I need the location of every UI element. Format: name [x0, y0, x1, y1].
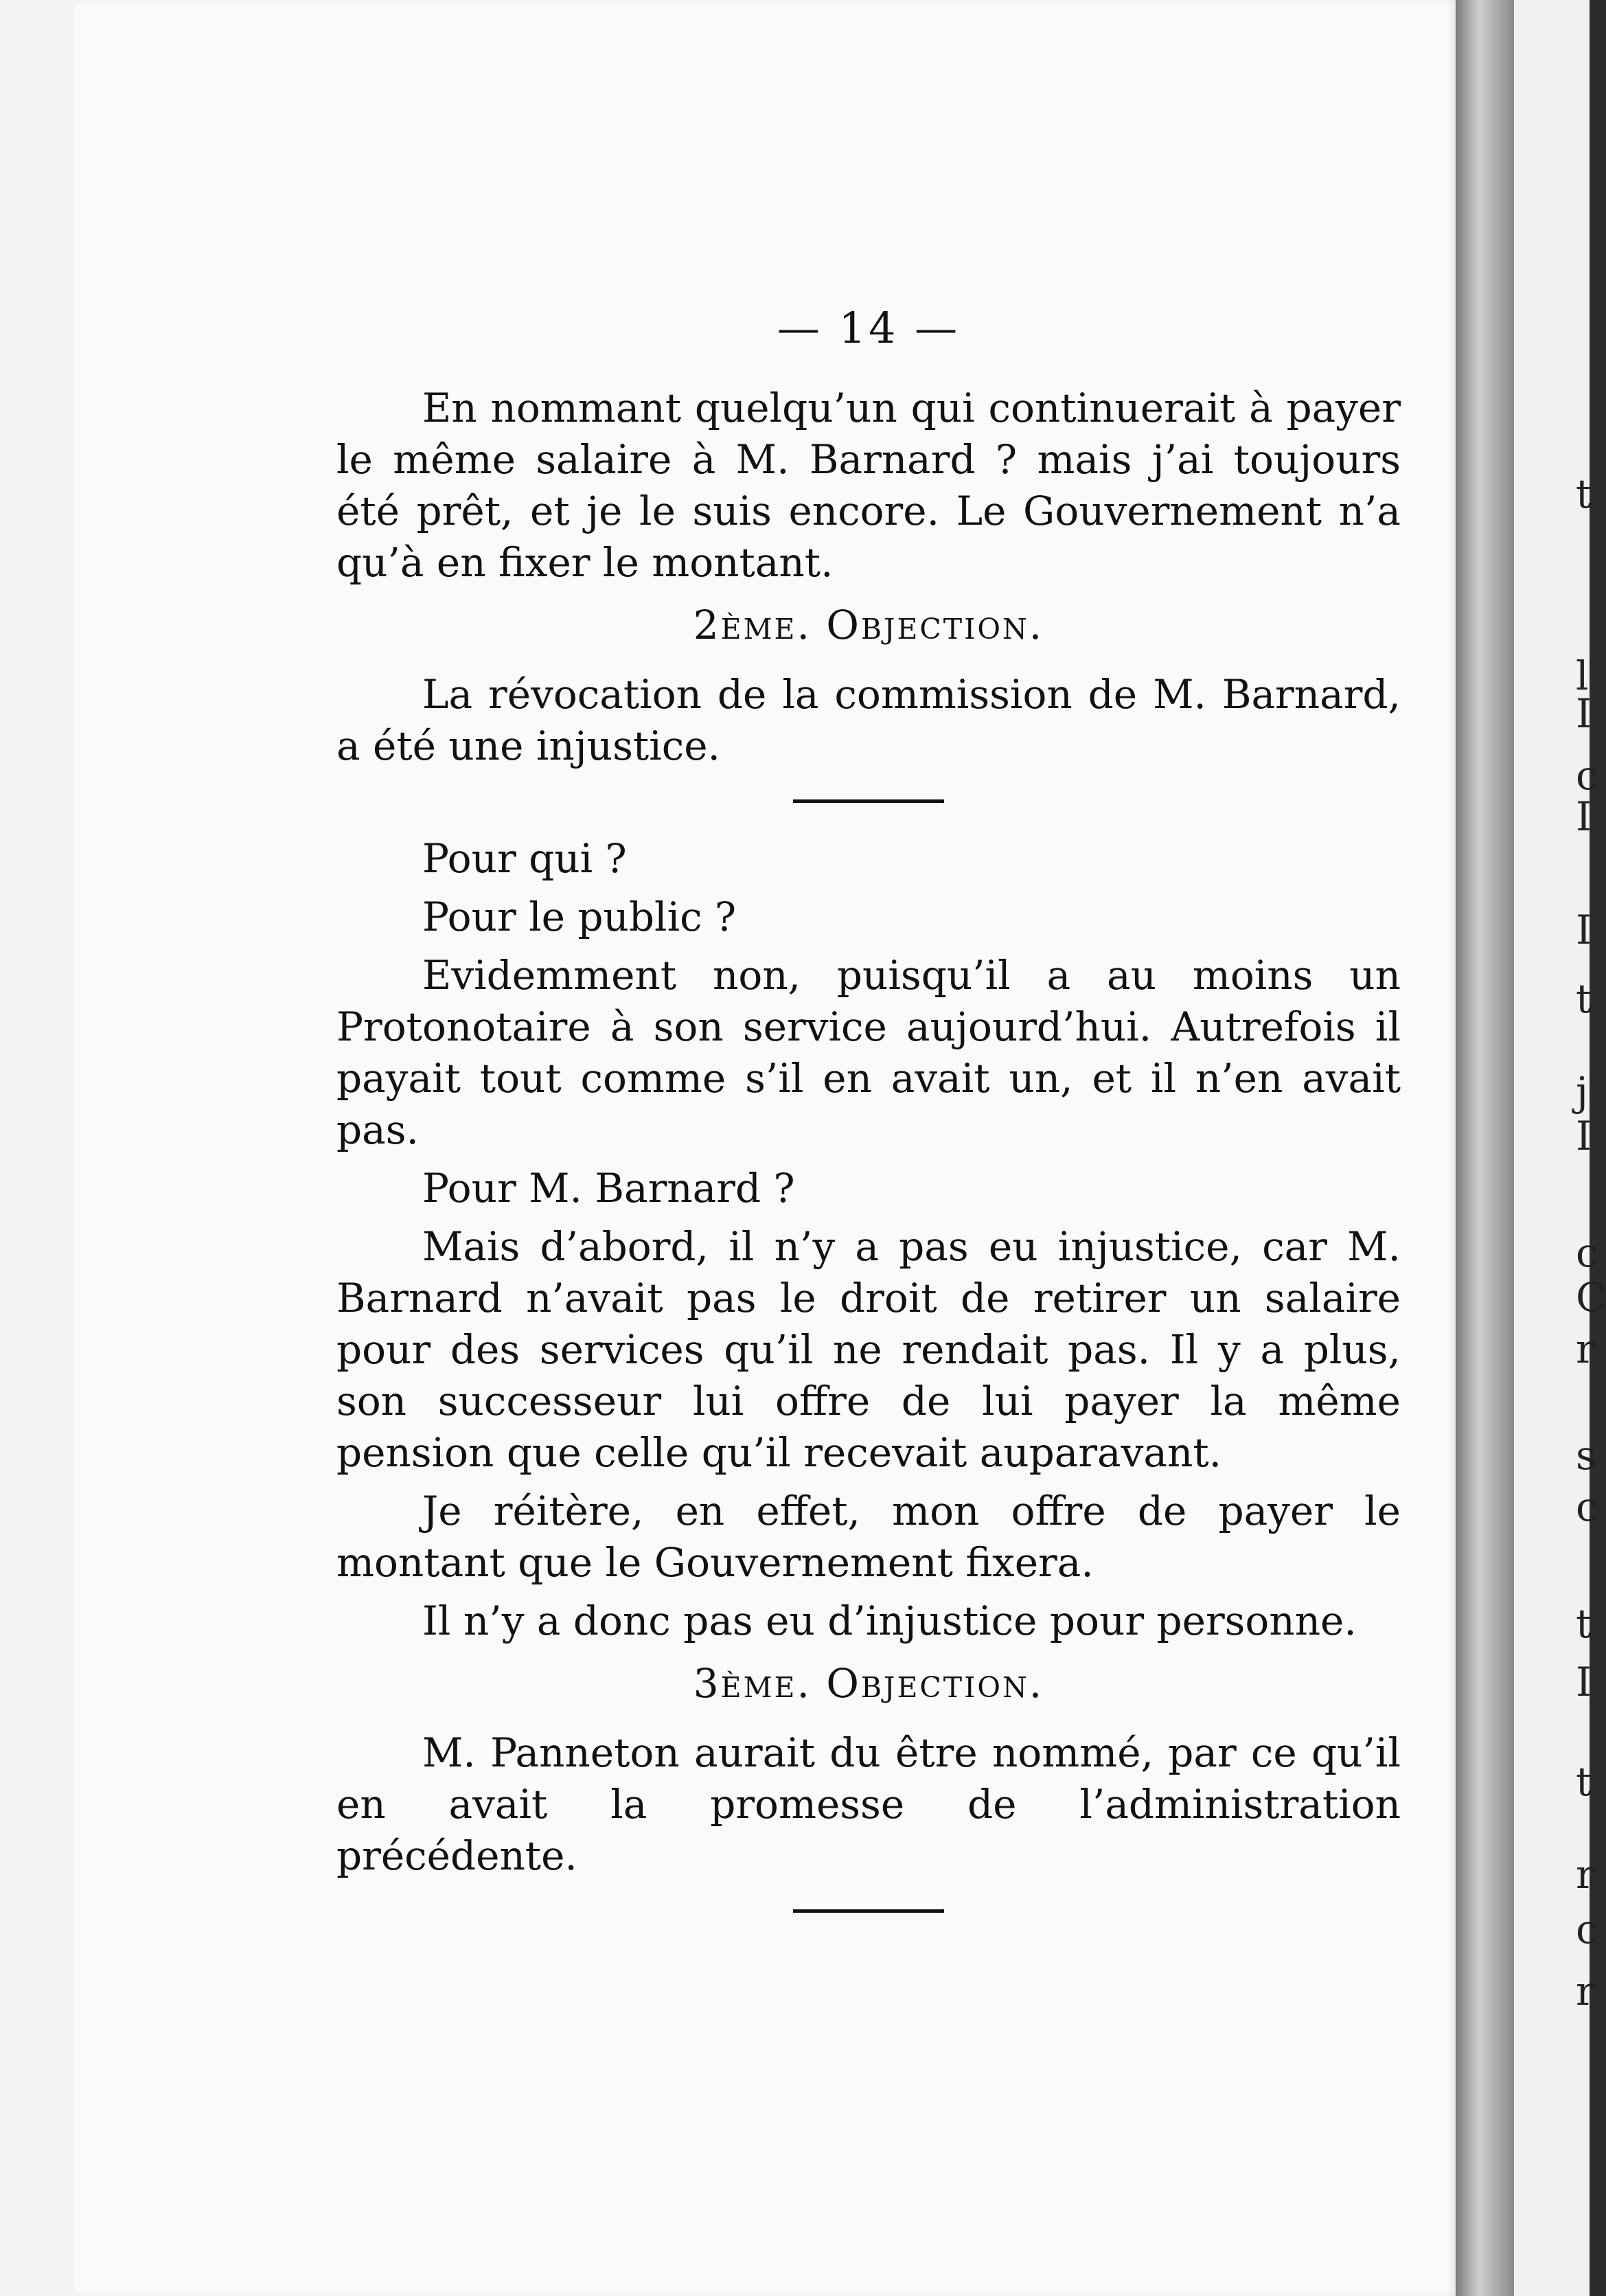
- paragraph: Pour le public ?: [422, 894, 737, 940]
- section-heading: 3ème. Objection.: [693, 1660, 1044, 1707]
- paragraph: En nommant quelqu’un qui continuerait à payer le même salaire à M. Barnard ? mais j’ai toujours été prêt, et je le suis encore. Le Gouvernement n’a qu’à en fixer le montant.: [336, 385, 1401, 586]
- adjacent-page-glyph: c: [1576, 1906, 1598, 1953]
- page-edge: [58, 0, 76, 2296]
- adjacent-page-glyph: I: [1576, 793, 1592, 840]
- adjacent-page-glyph: s: [1576, 1432, 1596, 1479]
- adjacent-page-glyph: c: [1576, 1484, 1598, 1530]
- section-heading: 2ème. Objection.: [693, 602, 1044, 648]
- adjacent-page-glyph: t: [1576, 470, 1592, 517]
- paragraph: Je réitère, en effet, mon offre de payer le montant que le Gouvernement fixera.: [336, 1488, 1401, 1586]
- adjacent-page: [1514, 0, 1606, 2296]
- adjacent-page-glyph: I: [1576, 1659, 1592, 1705]
- adjacent-page-glyph: t: [1576, 1758, 1592, 1805]
- paragraph: Evidemment non, puisqu’il a au moins un Protonotaire à son service aujourd’hui. Autrefois il payait tout comme s’il en avait un, et il n’en avait pas.: [336, 952, 1401, 1153]
- paragraph: Pour qui ?: [422, 835, 627, 882]
- book-gutter: [1456, 0, 1514, 2296]
- page-edge: [40, 0, 59, 2296]
- adjacent-page-glyph: r: [1576, 1326, 1595, 1372]
- page-edge: [0, 0, 22, 2296]
- adjacent-page-glyph: c: [1576, 752, 1598, 799]
- adjacent-page-glyph: I: [1576, 690, 1592, 737]
- page-text: [336, 302, 1401, 1943]
- adjacent-page-glyph: l: [1576, 652, 1589, 699]
- adjacent-page-glyph: C: [1576, 1274, 1606, 1321]
- paragraph: Pour M. Barnard ?: [422, 1165, 795, 1212]
- adjacent-page-glyph: c: [1576, 1229, 1598, 1276]
- adjacent-page-glyph: t: [1576, 975, 1592, 1022]
- paragraph: Mais d’abord, il n’y a pas eu injustice, car M. Barnard n’avait pas le droit de retirer un salaire pour des services qu’il ne rendait pas. Il y a plus, son successeur lui offre de lui payer la même pension que celle qu’il recevait auparavant.: [336, 1223, 1401, 1476]
- adjacent-page-glyph: t: [1576, 1600, 1592, 1647]
- adjacent-page-glyph: j: [1576, 1068, 1588, 1115]
- adjacent-page-glyph: r: [1576, 1851, 1595, 1898]
- adjacent-page-glyph: I: [1576, 907, 1592, 953]
- divider: [793, 799, 944, 803]
- page-edge: [21, 0, 41, 2296]
- divider: [793, 1909, 944, 1913]
- paragraph: La révocation de la commission de M. Barnard, a été une injustice.: [336, 671, 1401, 769]
- paragraph: M. Panneton aurait du être nommé, par ce qu’il en avait la promesse de l’administration précédente.: [336, 1729, 1401, 1879]
- adjacent-page-glyph: I: [1576, 1113, 1592, 1159]
- page-number: — 14 —: [777, 303, 961, 353]
- adjacent-page-glyph: r: [1576, 1968, 1595, 2014]
- paragraph: Il n’y a donc pas eu d’injustice pour personne.: [422, 1598, 1357, 1644]
